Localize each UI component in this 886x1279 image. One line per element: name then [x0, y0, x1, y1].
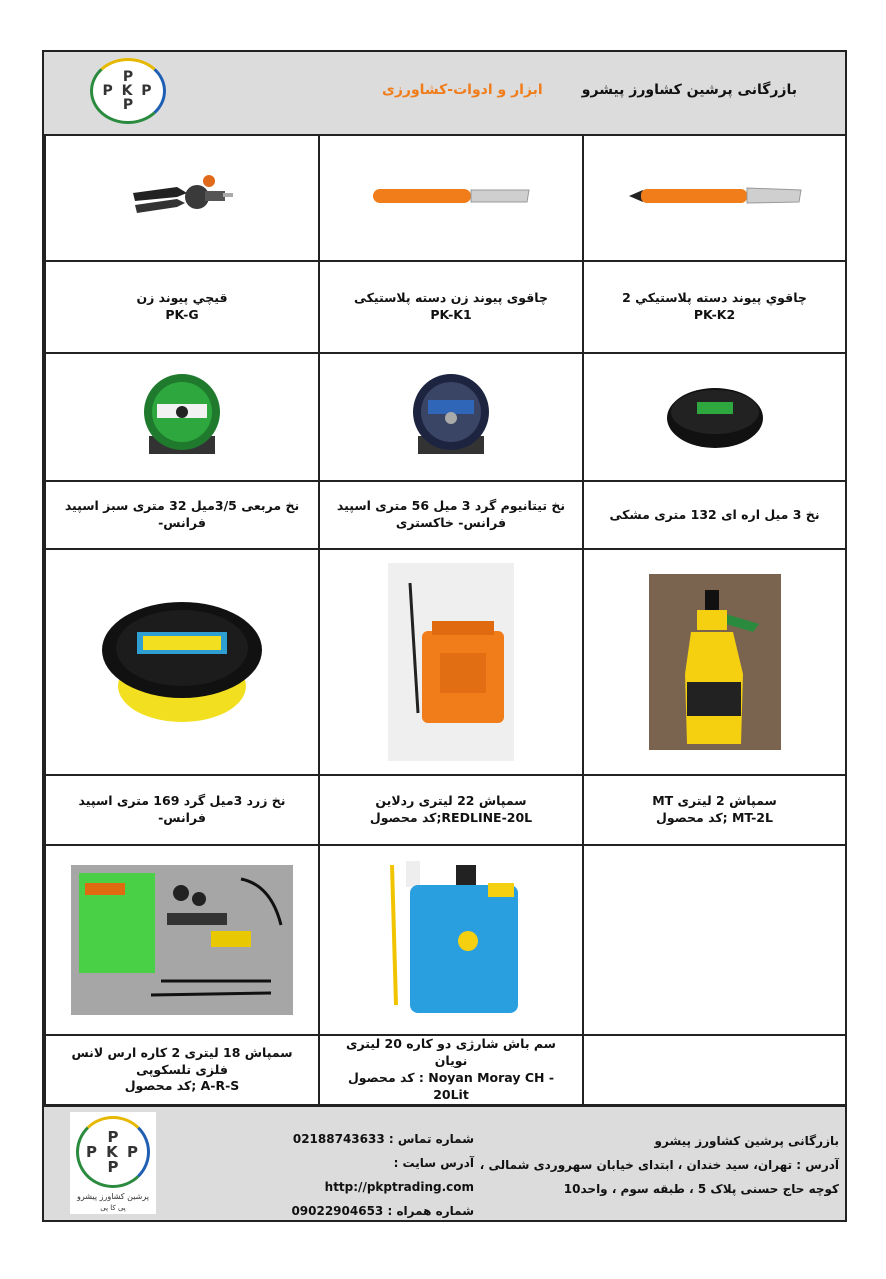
- product-name: نخ 3 میل اره ای 132 متری مشکی: [609, 506, 820, 522]
- header-subtitle: ابزار و ادوات-کشاورزی: [382, 82, 543, 98]
- product-name: سمپاش 22 لیتری ردلاین: [375, 793, 527, 809]
- product-image-black-spool: [583, 353, 846, 481]
- product-cell: [45, 481, 319, 549]
- product-code: کد محصول;REDLINE-20L: [369, 810, 533, 825]
- product-name: سمپاش 2 لیتری MT: [652, 793, 777, 809]
- product-cell: [45, 1035, 319, 1105]
- empty-text-cell: [583, 1035, 846, 1105]
- product-name: نخ زرد 3میل گرد 169 متری اسپید فرانس-: [78, 793, 286, 825]
- product-image-redline-sprayer: [319, 549, 583, 775]
- product-name: چاقوی پیوند زن دسته پلاستیکی: [354, 290, 548, 306]
- footer-phone: شماره تماس : 02188743633: [292, 1132, 474, 1146]
- logo-letter-middle: P K P: [85, 1142, 141, 1161]
- footer-logo-caption-2: پی کا پی: [100, 1204, 126, 1212]
- product-name: سمپاش 18 لیتری 2 کاره ارس لانس فلزی تلسکوپی: [71, 1044, 293, 1077]
- product-code: PK-G: [165, 307, 199, 322]
- footer-address-block: [480, 1129, 839, 1201]
- product-cell: [319, 1035, 583, 1105]
- footer-logo-caption: پرشین کشاورز پیشرو: [77, 1192, 149, 1201]
- product-name: چاقوي پیوند دسته پلاستیکي 2: [622, 290, 807, 306]
- pkp-logo: [76, 1116, 150, 1188]
- product-image-titanium-spool: [319, 353, 583, 481]
- product-cell: [319, 481, 583, 549]
- product-cell: [45, 775, 319, 845]
- footer-logo-box: [70, 1112, 156, 1214]
- footer-company-name: بازرگانی پرشین کشاورز پیشرو: [654, 1134, 839, 1148]
- product-cell: [45, 261, 319, 353]
- footer-contact: [244, 1127, 474, 1223]
- logo-letter-top: P: [122, 69, 134, 85]
- product-cell: [583, 481, 846, 549]
- product-code: PK-K2: [693, 307, 736, 322]
- logo-letter-bottom: P: [107, 1157, 119, 1176]
- empty-image-cell: [583, 845, 846, 1035]
- product-cell: [319, 261, 583, 353]
- price-sheet: [42, 50, 847, 1222]
- product-name: قیچي پیوند زن: [136, 290, 228, 306]
- product-grid: [44, 134, 845, 1106]
- logo-letter-bottom: P: [122, 97, 134, 113]
- product-image-knife-pk-k2: [583, 135, 846, 261]
- product-cell: [583, 261, 846, 353]
- product-image-knife-pk-k1: [319, 135, 583, 261]
- product-code: PK-K1: [430, 307, 472, 322]
- footer-site[interactable]: آدرس سایت : http://pkptrading.com: [324, 1156, 474, 1194]
- product-code: کد محصول : Noyan Moray CH - 20Lit: [347, 1070, 555, 1102]
- logo-letter-top: P: [107, 1127, 119, 1146]
- product-code: کد محصول; MT-2L: [656, 810, 773, 825]
- header-company-name: بازرگانی پرشین کشاورز پیشرو: [581, 82, 797, 98]
- product-image-pruning-shears: [45, 135, 319, 261]
- footer: [44, 1105, 845, 1220]
- product-name: نخ تیتانیوم گرد 3 میل 56 متری اسپید فرانس- خاکستری: [336, 498, 566, 530]
- footer-mobile: شماره همراه : 09022904653: [291, 1204, 474, 1218]
- product-cell: [583, 775, 846, 845]
- product-image-noyan-sprayer: [319, 845, 583, 1035]
- product-name: سم باش شارژی دو کاره 20 لیتری نویان: [346, 1036, 556, 1069]
- product-image-ars-sprayer-kit: [45, 845, 319, 1035]
- product-image-green-spool: [45, 353, 319, 481]
- product-name: نخ مربعی 3/5میل 32 متری سبز اسپید فرانس-: [64, 498, 300, 530]
- footer-address-line-2: کوچه حاج حسنی پلاک 5 ، طبقه سوم ، واحد10: [563, 1182, 839, 1196]
- pkp-logo: [90, 58, 166, 124]
- product-code: کد محصول; A-R-S: [124, 1078, 240, 1094]
- header: [44, 52, 845, 136]
- logo-letter-middle: P K P: [102, 83, 154, 99]
- product-cell: [319, 775, 583, 845]
- product-image-mt-sprayer: [583, 549, 846, 775]
- product-image-yellow-spool: [45, 549, 319, 775]
- footer-address-line-1: آدرس : تهران، سید خندان ، ابتدای خیابان سهروردی شمالی ،: [479, 1158, 839, 1172]
